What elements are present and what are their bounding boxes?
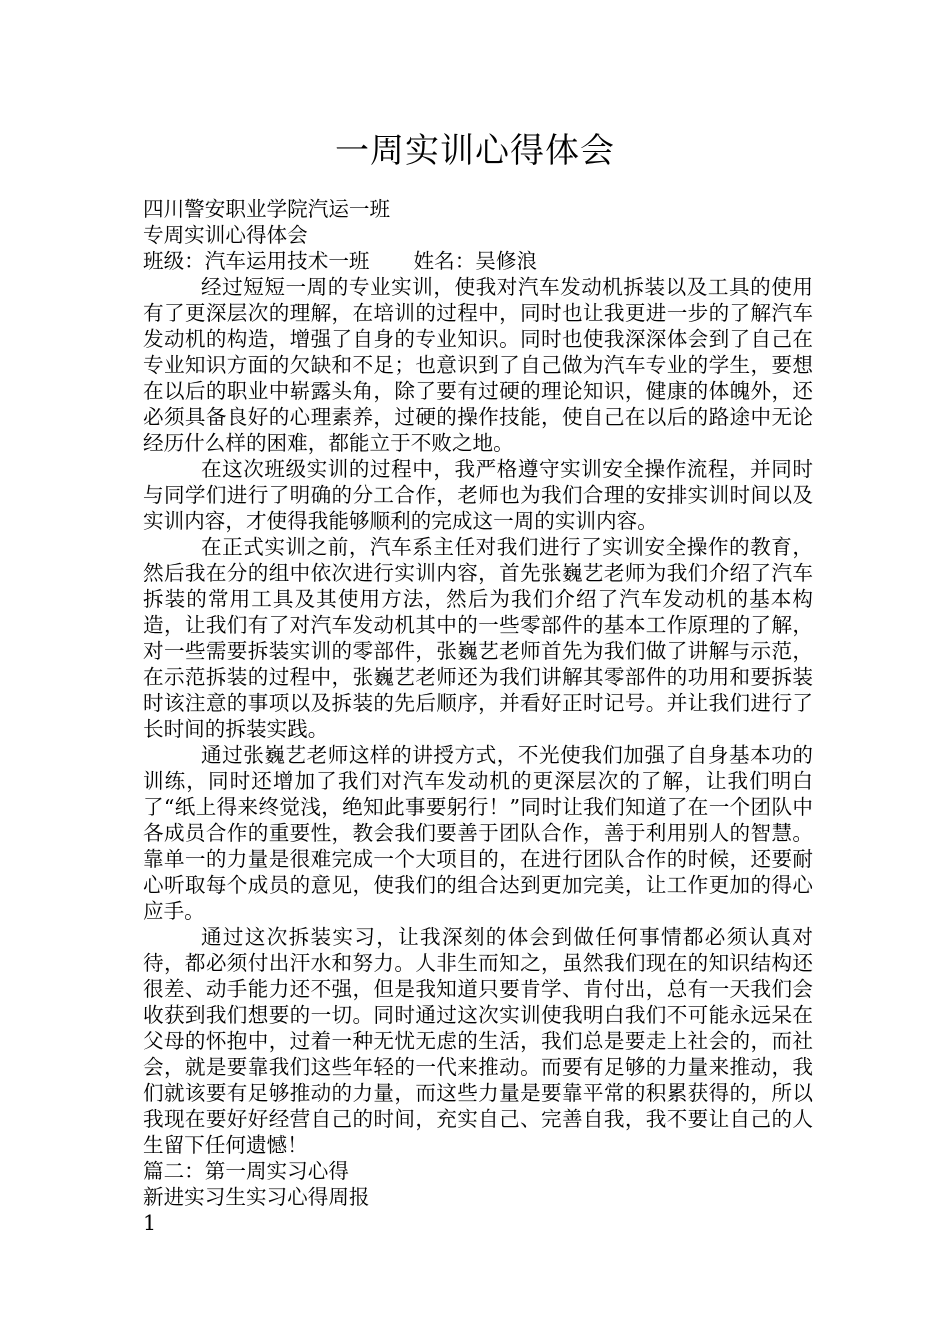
class-label: 班级：汽车运用技术一班 [143, 249, 370, 273]
paragraph: 在这次班级实训的过程中，我严格遵守实训安全操作流程，并同时与同学们进行了明确的分工合作，老师也为我们合理的安排实训时间以及实训内容，才使得我能够顺利的完成这一周的实训内容。 [143, 457, 813, 533]
section-heading: 篇二：第一周实习心得 [143, 1159, 349, 1183]
document-body [143, 196, 813, 1236]
report-subtitle: 专周实训心得体会 [143, 223, 308, 247]
page-number: 1 [143, 1211, 157, 1235]
document-title: 一周实训心得体会 [335, 131, 615, 171]
school-class-line: 四川警安职业学院汽运一班 [143, 197, 391, 221]
paragraph: 通过张巍艺老师这样的讲授方式，不光使我们加强了自身基本功的训练，同时还增加了我们对汽车发动机的更深层次的了解，让我们明白了“纸上得来终觉浅，绝知此事要躬行！”同时让我们知道了在一个团队中各成员合作的重要性，教会我们要善于团队合作，善于利用别人的智慧。靠单一的力量是很难完成一个大项目的，在进行团队合作的时候，还要耐心听取每个成员的意见，使我们的组合达到更加完美，让工作更加的得心应手。 [143, 743, 813, 923]
section-subtitle: 新进实习生实习心得周报 [143, 1185, 370, 1209]
paragraph: 在正式实训之前，汽车系主任对我们进行了实训安全操作的教育，然后我在分的组中依次进行实训内容，首先张巍艺老师为我们介绍了汽车拆装的常用工具及其使用方法，然后为我们介绍了汽车发动机的基本构造，让我们有了对汽车发动机其中的一些零部件的基本工作原理的了解，对一些需要拆装实训的零部件，张巍艺老师首先为我们做了讲解与示范，在示范拆装的过程中，张巍艺老师还为我们讲解其零部件的功用和要拆装时该注意的事项以及拆装的先后顺序，并看好正时记号。并让我们进行了长时间的拆装实践。 [143, 535, 813, 741]
paragraph: 通过这次拆装实习，让我深刻的体会到做任何事情都必须认真对待，都必须付出汗水和努力。人非生而知之，虽然我们现在的知识结构还很差、动手能力还不强，但是我知道只要肯学、肯付出，总有一天我们会收获到我们想要的一切。同时通过这次实训使我明白我们不可能永远呆在父母的怀抱中，过着一种无忧无虑的生活，我们总是要走上社会的，而社会，就是要靠我们这些年轻的一代来推动。而要有足够的力量来推动，我们就该要有足够推动的力量，而这些力量是要靠平常的积累获得的，所以我现在要好好经营自己的时间，充实自己、完善自我，我不要让自己的人生留下任何遗憾！ [143, 925, 813, 1157]
paragraph: 经过短短一周的专业实训，使我对汽车发动机拆装以及工具的使用有了更深层次的理解，在培训的过程中，同时也让我更进一步的了解汽车发动机的构造，增强了自身的专业知识。同时也使我深深体会到了自己在专业知识方面的欠缺和不足；也意识到了自己做为汽车专业的学生，要想在以后的职业中崭露头角，除了要有过硬的理论知识，健康的体魄外，还必须具备良好的心理素养，过硬的操作技能，使自己在以后的路途中无论经历什么样的困难，都能立于不败之地。 [143, 275, 813, 455]
name-label: 姓名：吴修浪 [413, 249, 538, 273]
student-info-line [143, 248, 813, 274]
